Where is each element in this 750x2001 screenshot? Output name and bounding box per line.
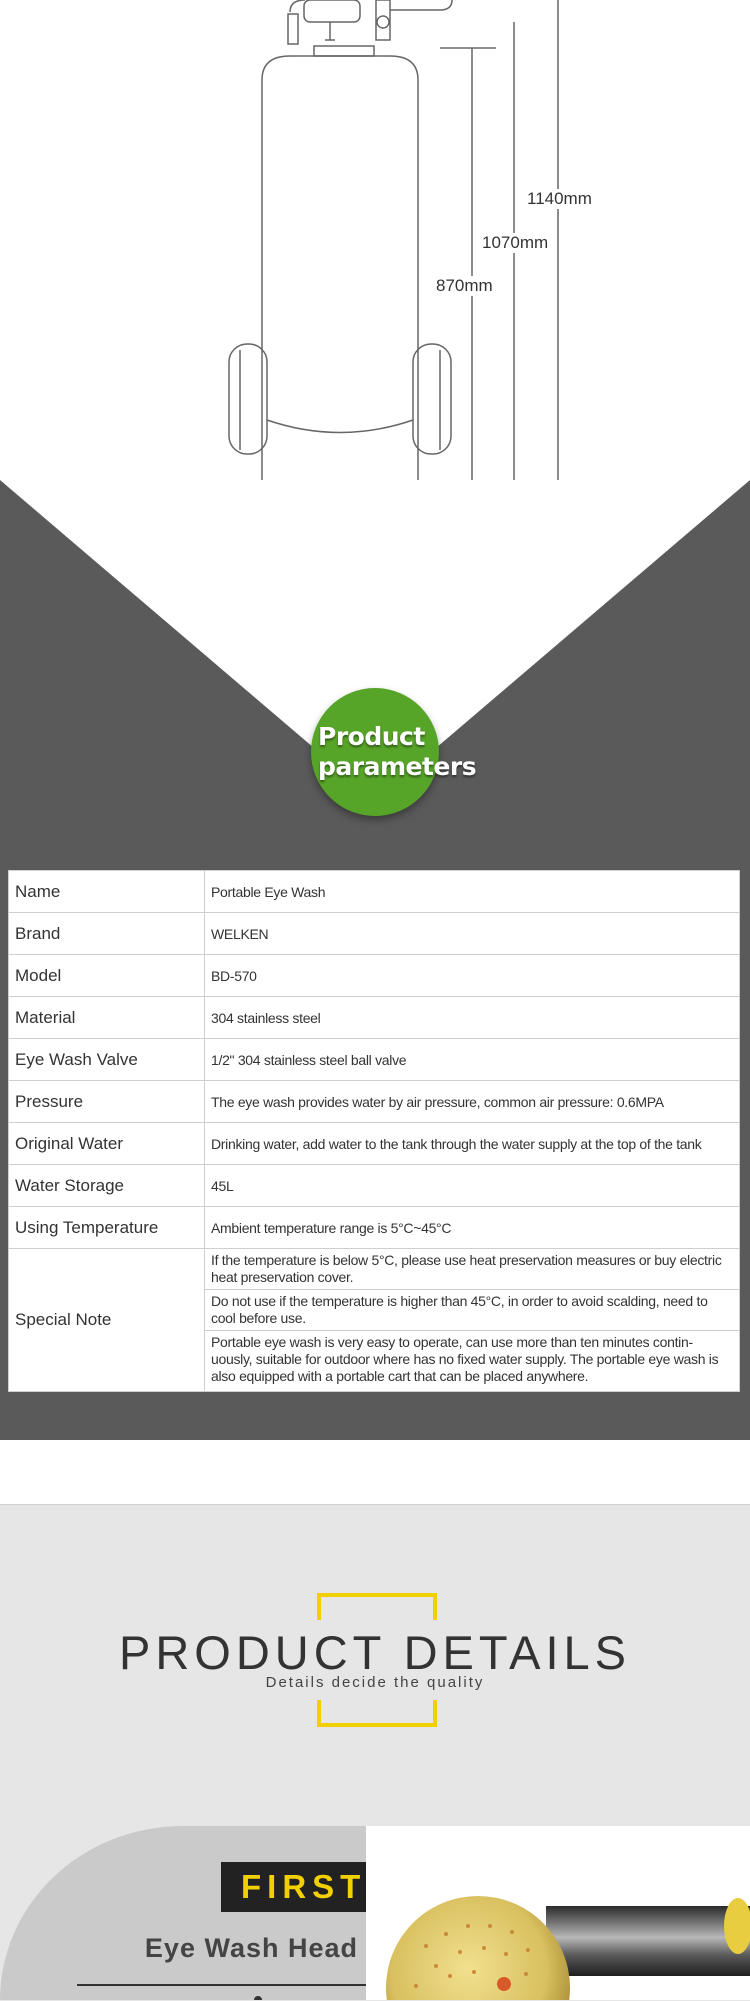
table-row	[9, 1165, 740, 1207]
feature-divider	[77, 1984, 366, 1986]
table-row	[9, 997, 740, 1039]
product-details-subtitle: Details decide the quality	[265, 1674, 485, 1691]
param-name: Brand	[9, 913, 205, 955]
badge-line-1: Product	[318, 722, 425, 751]
height-1070-label: 1070mm	[482, 233, 549, 252]
param-name: Name	[9, 871, 205, 913]
param-name: Special Note	[9, 1249, 205, 1392]
table-row	[9, 1081, 740, 1123]
param-value: The eye wash provides water by air pressure, common air pressure: 0.6MPA	[205, 1081, 740, 1123]
height-870-label: 870mm	[436, 276, 493, 295]
feature-divider-dot	[254, 1996, 262, 2000]
product-details-title: PRODUCT DETAILS	[119, 1626, 631, 1679]
param-value: WELKEN	[205, 913, 740, 955]
eye-wash-head-image	[366, 1826, 750, 2000]
badge-line-2: parameters	[318, 752, 477, 781]
dimension-drawing	[0, 0, 750, 560]
param-name: Pressure	[9, 1081, 205, 1123]
param-value: 304 stainless steel	[205, 997, 740, 1039]
param-name: Model	[9, 955, 205, 997]
param-name: Eye Wash Valve	[9, 1039, 205, 1081]
param-value: Drinking water, add water to the tank through the water supply at the top of the tank	[205, 1123, 740, 1165]
param-name: Original Water	[9, 1123, 205, 1165]
product-parameters-badge	[311, 688, 477, 816]
eye-wash-head-photo	[366, 1826, 750, 2000]
feature-number-tag: FIRST	[221, 1862, 366, 1912]
param-value: Portable Eye Wash	[205, 871, 740, 913]
param-name: Water Storage	[9, 1165, 205, 1207]
height-1140-label: 1140mm	[527, 189, 592, 208]
special-note-3: Portable eye wash is very easy to operate, can use more than ten minutes contin-uously, suitable for outdoor where has no fixed water supply. The portable eye wash is also equipped with a portable cart that can be placed anywhere.	[205, 1331, 740, 1392]
parameters-table	[8, 870, 740, 1392]
param-value: 1/2" 304 stainless steel ball valve	[205, 1039, 740, 1081]
table-row	[9, 1123, 740, 1165]
param-value: Ambient temperature range is 5°C~45°C	[205, 1207, 740, 1249]
param-value: BD-570	[205, 955, 740, 997]
table-row	[9, 871, 740, 913]
special-note-2: Do not use if the temperature is higher than 45°C, in order to avoid scalding, need to cool before use.	[205, 1290, 740, 1331]
param-name: Material	[9, 997, 205, 1039]
table-row	[9, 955, 740, 997]
special-note-1: If the temperature is below 5°C, please use heat preservation measures or buy electric heat preservation cover.	[205, 1249, 740, 1290]
feature-title: Eye Wash Head	[144, 1933, 358, 1963]
table-row	[9, 1039, 740, 1081]
table-row	[9, 913, 740, 955]
param-name: Using Temperature	[9, 1207, 205, 1249]
param-value: 45L	[205, 1165, 740, 1207]
table-row	[9, 1249, 740, 1290]
table-row	[9, 1207, 740, 1249]
